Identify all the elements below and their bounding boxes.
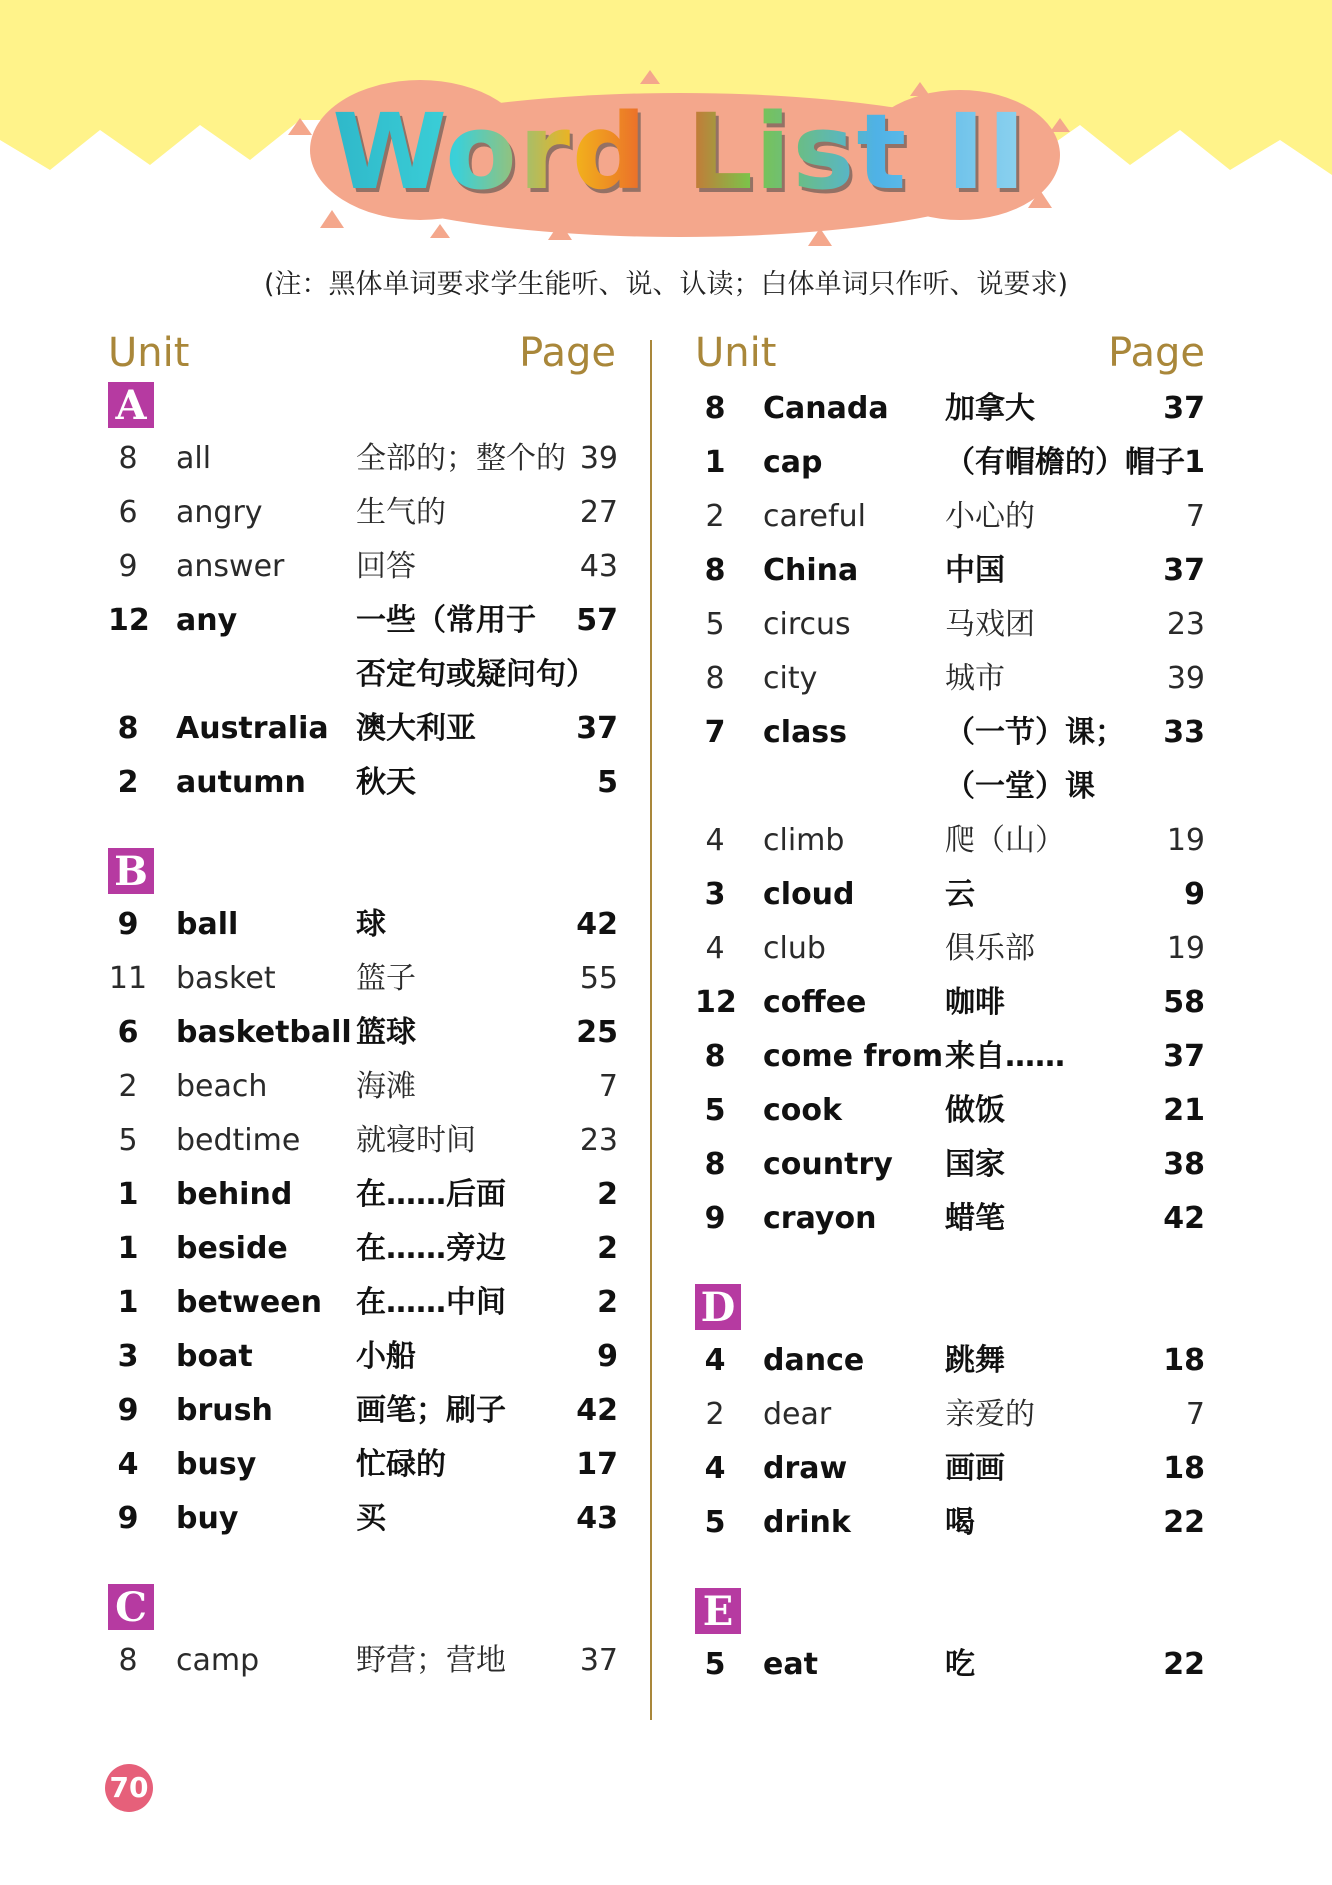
page-ref: 7	[1185, 1397, 1205, 1432]
english-word: draw	[763, 1451, 848, 1486]
word-entry	[695, 706, 1215, 760]
word-entry	[108, 486, 628, 540]
unit-number: 3	[704, 877, 726, 912]
chinese-meaning: 喝	[945, 1505, 975, 1540]
unit-number: 12	[695, 985, 737, 1020]
page-ref: 37	[1163, 553, 1205, 588]
word-entry	[108, 540, 628, 594]
word-column-left	[108, 330, 628, 1688]
english-word: beach	[176, 1069, 268, 1104]
letter-badge: A	[108, 382, 154, 428]
word-entry	[695, 922, 1215, 976]
section-gap	[108, 1546, 628, 1584]
english-word: drink	[763, 1505, 851, 1540]
word-entry	[108, 702, 628, 756]
english-word: camp	[176, 1643, 260, 1678]
unit-number: 5	[704, 1093, 726, 1128]
english-word: coffee	[763, 985, 867, 1020]
page-ref: 17	[576, 1447, 618, 1482]
word-entry	[695, 382, 1215, 436]
page-ref: 2	[597, 1231, 618, 1266]
chinese-meaning: 咖啡	[945, 985, 1005, 1020]
english-word: eat	[763, 1647, 818, 1682]
page-ref: 37	[579, 1643, 618, 1678]
chinese-meaning: 野营；营地	[356, 1643, 506, 1678]
word-list-left	[108, 382, 628, 1688]
unit-number: 1	[117, 1177, 139, 1212]
page-title: Word List II	[330, 92, 1030, 212]
chinese-meaning: 篮球	[356, 1015, 416, 1050]
unit-number: 4	[117, 1447, 139, 1482]
chinese-meaning: 马戏团	[945, 607, 1035, 642]
unit-number: 6	[118, 495, 138, 530]
english-word: angry	[176, 495, 263, 530]
unit-number: 8	[704, 1039, 726, 1074]
english-word: class	[763, 715, 848, 750]
unit-number: 9	[117, 907, 139, 942]
word-list-right	[695, 382, 1215, 1692]
english-word: circus	[763, 607, 851, 642]
english-word: come from	[763, 1039, 944, 1074]
english-word: bedtime	[176, 1123, 301, 1158]
page-ref: 1	[1184, 445, 1205, 480]
chinese-meaning: （一堂）课	[945, 769, 1095, 804]
unit-number: 9	[117, 1393, 139, 1428]
chinese-meaning: 中国	[945, 553, 1005, 588]
word-entry	[108, 1438, 628, 1492]
page-ref: 18	[1163, 1343, 1205, 1378]
english-word: boat	[176, 1339, 253, 1374]
unit-number: 9	[704, 1201, 726, 1236]
unit-number: 5	[118, 1123, 138, 1158]
page-ref: 19	[1166, 823, 1205, 858]
word-entry	[108, 952, 628, 1006]
section-gap	[695, 1550, 1215, 1588]
page-ref: 39	[1166, 661, 1205, 696]
page-ref: 23	[579, 1123, 618, 1158]
word-entry	[108, 432, 628, 486]
unit-number: 4	[705, 931, 725, 966]
unit-number: 1	[117, 1285, 139, 1320]
english-word: club	[763, 931, 826, 966]
word-entry	[695, 1030, 1215, 1084]
unit-number: 8	[704, 553, 726, 588]
chinese-meaning: 在……中间	[356, 1285, 506, 1320]
english-word: behind	[176, 1177, 293, 1212]
page-ref: 2	[597, 1177, 618, 1212]
word-entry	[108, 1276, 628, 1330]
word-entry	[695, 1084, 1215, 1138]
page-ref: 37	[576, 711, 618, 746]
word-entry	[108, 898, 628, 952]
english-word: answer	[176, 549, 285, 584]
page-ref: 39	[579, 441, 618, 476]
english-word: country	[763, 1147, 893, 1182]
word-entry	[108, 1384, 628, 1438]
chinese-meaning: 忙碌的	[356, 1447, 446, 1482]
chinese-meaning: 秋天	[356, 765, 416, 800]
word-entry	[695, 1496, 1215, 1550]
unit-number: 8	[704, 391, 726, 426]
page-ref: 33	[1163, 715, 1205, 750]
chinese-meaning: 画笔；刷子	[356, 1393, 506, 1428]
word-entry	[695, 814, 1215, 868]
english-word: careful	[763, 499, 866, 534]
unit-number: 7	[704, 715, 726, 750]
page-ref: 25	[576, 1015, 618, 1050]
unit-number: 1	[117, 1231, 139, 1266]
page-ref: 42	[576, 907, 618, 942]
english-word: brush	[176, 1393, 273, 1428]
word-entry	[108, 756, 628, 810]
unit-number: 2	[117, 765, 139, 800]
word-entry	[108, 1168, 628, 1222]
word-entry	[695, 1192, 1215, 1246]
unit-number: 11	[108, 961, 148, 996]
unit-number: 12	[108, 603, 150, 638]
letter-badge: D	[695, 1284, 741, 1330]
chinese-meaning: 澳大利亚	[356, 711, 476, 746]
letter-badge: B	[108, 848, 154, 894]
english-word: ball	[176, 907, 239, 942]
page-ref: 18	[1163, 1451, 1205, 1486]
page-ref: 42	[576, 1393, 618, 1428]
chinese-meaning: 加拿大	[945, 391, 1035, 426]
unit-number: 4	[705, 823, 725, 858]
chinese-meaning: 小船	[356, 1339, 416, 1374]
chinese-meaning: 在……后面	[356, 1177, 506, 1212]
english-word: cloud	[763, 877, 855, 912]
english-word: dear	[763, 1397, 832, 1432]
chinese-meaning: 来自……	[945, 1039, 1065, 1074]
letter-badge: C	[108, 1584, 154, 1630]
chinese-meaning: 海滩	[356, 1069, 416, 1104]
chinese-meaning: 一些（常用于	[356, 603, 536, 638]
word-entry	[695, 652, 1215, 706]
chinese-meaning: 云	[945, 877, 975, 912]
unit-number: 2	[118, 1069, 138, 1104]
chinese-meaning: 画画	[945, 1451, 1005, 1486]
page-ref: 43	[576, 1501, 618, 1536]
chinese-meaning: 国家	[945, 1147, 1005, 1182]
chinese-meaning: 球	[356, 907, 386, 942]
chinese-meaning: 亲爱的	[945, 1397, 1035, 1432]
unit-number: 8	[704, 1147, 726, 1182]
word-entry	[695, 436, 1215, 490]
chinese-meaning: 生气的	[356, 495, 446, 530]
page-ref: 21	[1163, 1093, 1205, 1128]
chinese-meaning: （一节）课；	[945, 715, 1125, 750]
page-ref: 23	[1166, 607, 1205, 642]
english-word: crayon	[763, 1201, 877, 1236]
english-word: basketball	[176, 1015, 352, 1050]
chinese-meaning: 城市	[945, 661, 1005, 696]
page-ref: 7	[598, 1069, 618, 1104]
unit-number: 8	[118, 441, 138, 476]
section-gap	[695, 1246, 1215, 1284]
page-number: 70	[105, 1764, 153, 1812]
page-ref: 7	[1185, 499, 1205, 534]
page-ref: 57	[576, 603, 618, 638]
english-word: beside	[176, 1231, 288, 1266]
word-entry	[695, 1638, 1215, 1692]
english-word: Canada	[763, 391, 889, 426]
word-entry	[695, 760, 1215, 814]
unit-number: 2	[705, 499, 725, 534]
unit-header: Unit	[108, 330, 190, 376]
column-divider	[650, 340, 652, 1720]
chinese-meaning: （有帽檐的）帽子	[945, 445, 1185, 480]
word-entry	[108, 1222, 628, 1276]
word-entry	[108, 1634, 628, 1688]
word-entry	[695, 490, 1215, 544]
chinese-meaning: 小心的	[945, 499, 1035, 534]
page-header: Page	[1108, 330, 1205, 376]
english-word: all	[176, 441, 212, 476]
page-ref: 19	[1166, 931, 1205, 966]
word-entry	[695, 1388, 1215, 1442]
page-ref: 5	[597, 765, 618, 800]
english-word: dance	[763, 1343, 865, 1378]
word-entry	[108, 648, 628, 702]
chinese-meaning: 蜡笔	[945, 1201, 1005, 1236]
unit-number: 2	[705, 1397, 725, 1432]
unit-number: 9	[118, 549, 138, 584]
english-word: any	[176, 603, 238, 638]
unit-number: 5	[704, 1505, 726, 1540]
chinese-meaning: 爬（山）	[945, 823, 1065, 858]
unit-number: 9	[117, 1501, 139, 1536]
chinese-meaning: 跳舞	[945, 1343, 1005, 1378]
word-entry	[108, 1006, 628, 1060]
english-word: city	[763, 661, 818, 696]
unit-number: 3	[117, 1339, 139, 1374]
english-word: Australia	[176, 711, 329, 746]
page-header: Page	[519, 330, 616, 376]
unit-number: 8	[117, 711, 139, 746]
column-header	[108, 330, 628, 382]
word-entry	[108, 1114, 628, 1168]
chinese-meaning: 俱乐部	[945, 931, 1035, 966]
chinese-meaning: 篮子	[356, 961, 416, 996]
word-entry	[695, 1334, 1215, 1388]
chinese-meaning: 做饭	[945, 1093, 1005, 1128]
word-entry	[108, 594, 628, 648]
letter-badge: E	[695, 1588, 741, 1634]
chinese-meaning: 全部的；整个的	[356, 441, 566, 476]
chinese-meaning: 吃	[945, 1647, 975, 1682]
english-word: buy	[176, 1501, 239, 1536]
word-entry	[108, 1330, 628, 1384]
unit-number: 5	[705, 607, 725, 642]
chinese-meaning: 就寝时间	[356, 1123, 476, 1158]
unit-number: 5	[704, 1647, 726, 1682]
page-ref: 2	[597, 1285, 618, 1320]
word-entry	[695, 1138, 1215, 1192]
english-word: autumn	[176, 765, 306, 800]
page-ref: 38	[1163, 1147, 1205, 1182]
page-ref: 27	[579, 495, 618, 530]
unit-number: 8	[705, 661, 725, 696]
english-word: basket	[176, 961, 276, 996]
unit-number: 8	[118, 1643, 138, 1678]
page-ref: 22	[1163, 1505, 1205, 1540]
word-entry	[108, 1060, 628, 1114]
word-column-right	[695, 330, 1215, 1692]
page-ref: 37	[1163, 1039, 1205, 1074]
page-ref: 55	[579, 961, 618, 996]
chinese-meaning: 在……旁边	[356, 1231, 506, 1266]
page-ref: 37	[1163, 391, 1205, 426]
chinese-meaning: 否定句或疑问句）	[356, 657, 596, 692]
word-entry	[695, 1442, 1215, 1496]
section-gap	[108, 810, 628, 848]
english-word: cap	[763, 445, 823, 480]
unit-header: Unit	[695, 330, 777, 376]
word-entry	[695, 976, 1215, 1030]
usage-note: (注：黑体单词要求学生能听、说、认读；白体单词只作听、说要求)	[263, 269, 1069, 300]
unit-number: 4	[704, 1451, 726, 1486]
page-ref: 9	[1184, 877, 1205, 912]
page-ref: 43	[579, 549, 618, 584]
page-ref: 22	[1163, 1647, 1205, 1682]
unit-number: 6	[117, 1015, 139, 1050]
english-word: cook	[763, 1093, 842, 1128]
english-word: between	[176, 1285, 322, 1320]
page-ref: 58	[1163, 985, 1205, 1020]
chinese-meaning: 买	[356, 1501, 386, 1536]
word-entry	[695, 544, 1215, 598]
word-entry	[695, 598, 1215, 652]
chinese-meaning: 回答	[356, 549, 416, 584]
word-entry	[108, 1492, 628, 1546]
unit-number: 1	[704, 445, 726, 480]
page-ref: 42	[1163, 1201, 1205, 1236]
unit-number: 4	[704, 1343, 726, 1378]
word-entry	[695, 868, 1215, 922]
english-word: China	[763, 553, 859, 588]
english-word: climb	[763, 823, 845, 858]
column-header	[695, 330, 1215, 382]
page-ref: 9	[597, 1339, 618, 1374]
english-word: busy	[176, 1447, 257, 1482]
